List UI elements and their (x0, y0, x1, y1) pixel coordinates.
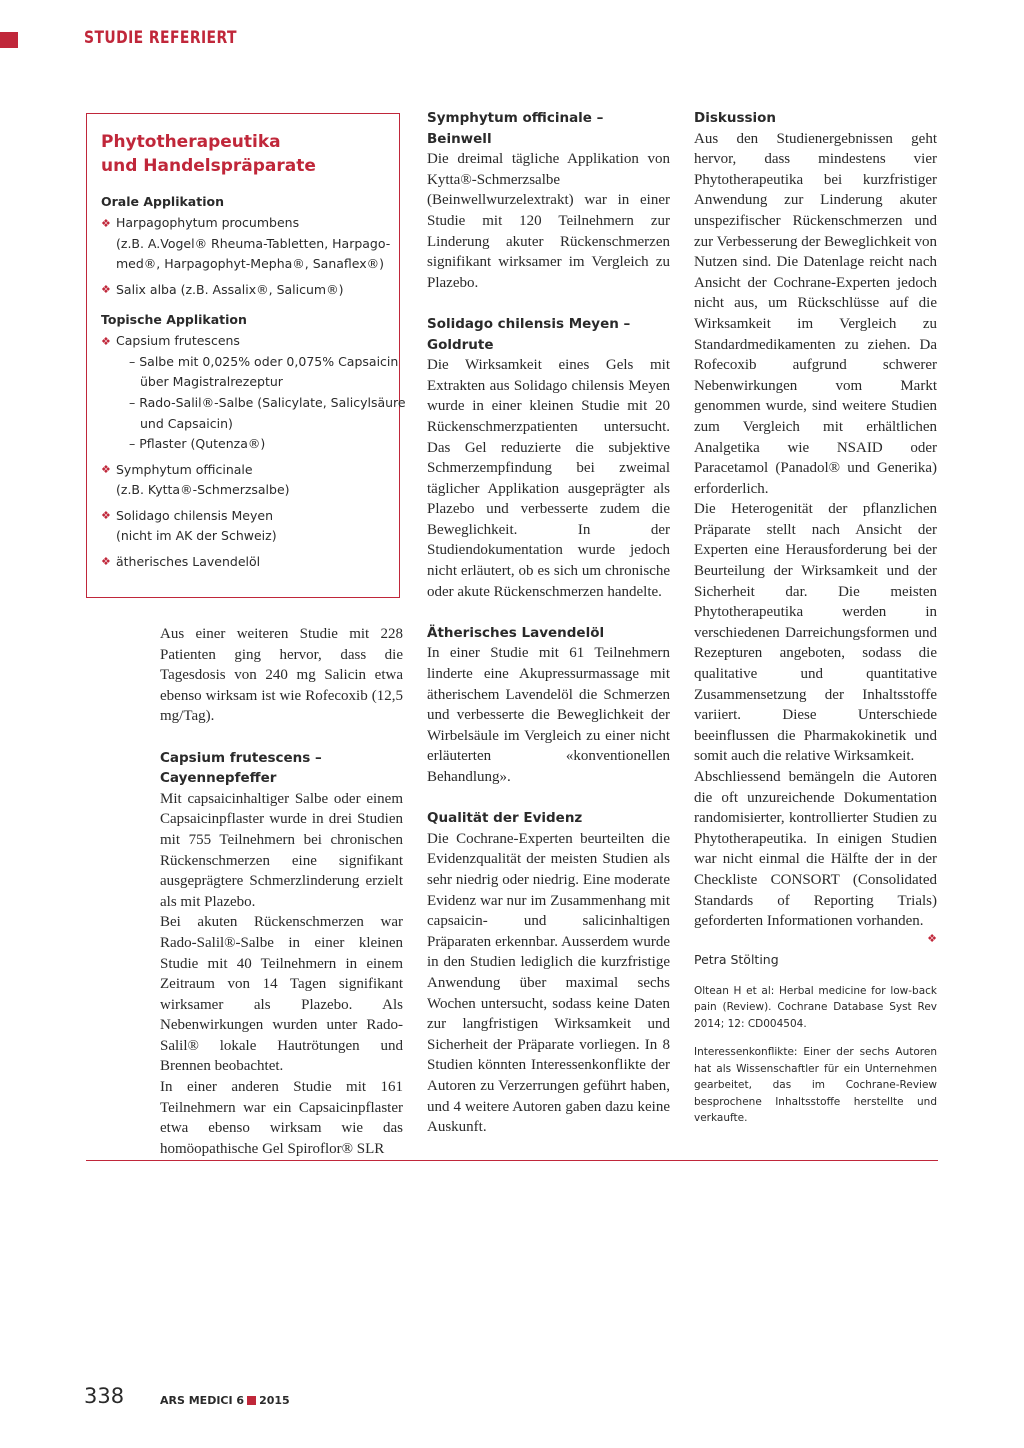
diamond-bullet-icon: ❖ (101, 464, 111, 476)
paragraph: Die Wirksamkeit eines Gels mit Extrakten aus Solidago chilensis Meyen wurde in einer kleinen Studie mit 20 Rückenschmerzpatienten untersucht. Das Gel reduzierte die subjektive Schmerzempfindung bei zweimal täglicher Applikation ausgeprägter als Plazebo und verbesserte zudem die Beweglichkeit. In der Studiendokumentation wurde jedoch nicht erläutert, ob es sich um chronische oder akute Rückenschmerzen handelte. (427, 357, 670, 600)
paragraph: Aus den Studienergebnissen geht hervor, dass mindestens vier Phytotherapeutika bei kurzfristiger Anwendung zur Linderung akuter unspezifischer Rückenschmerzen und zur Verbesserung der Beweglichkeit von Nutzen sind. Die Datenlage reicht nach Ansicht der Cochrane-Experten jedoch nicht aus, um Rückschlüsse auf die Wirksamkeit im Vergleich zu Standardmedikamenten zu ziehen. Da Rofecoxib aufgrund schwerer Nebenwirkungen vom Markt genommen wurde, sind weitere Studien zum Vergleich mit erhältlichen Analgetika wie NSAID oder Paracetamol (Panadol® und Generika) erforderlich. (694, 130, 937, 497)
heading-lavendel: Ätherisches Lavendelöl (427, 624, 605, 641)
heading-evidenz: Qualität der Evidenz (427, 810, 583, 827)
list-item: Symphytum officinale (116, 462, 253, 477)
list-item: med®, Harpagophyt-Mepha®, Sanaflex®) (116, 256, 385, 271)
column-3 (694, 108, 937, 1127)
diamond-bullet-icon: ❖ (101, 284, 111, 296)
column-2 (427, 108, 670, 1138)
author: Petra Stölting (694, 951, 779, 967)
header-marker (0, 32, 18, 48)
list-item: Solidago chilensis Meyen (116, 508, 273, 523)
list-item: Salix alba (z.B. Assalix®, Salicum®) (116, 282, 344, 297)
list-item: Harpagophytum procumbens (116, 215, 300, 230)
conflicts-note: Interessenkonflikte: Einer der sechs Autoren hat als Wissenschaftler für ein Unternehmen gearbeitet, das im Cochrane-Review besprochene Inhaltsstoffe herstellte und verkaufte. (694, 1046, 937, 1125)
list-item: (z.B. Kytta®-Schmerzsalbe) (116, 482, 290, 497)
box-title-line2: und Handelspräparate (101, 156, 316, 176)
heading-diskussion: Diskussion (694, 110, 777, 126)
diamond-bullet-icon: ❖ (101, 336, 111, 348)
paragraph: Aus einer weiteren Studie mit 228 Patienten ging hervor, dass die Tagesdosis von 240 mg Salicin etwa ebenso wirksam ist wie Rofecoxib (12,5 mg/Tag). (160, 626, 403, 725)
paragraph: Die Cochrane-Experten beurteilten die Evidenzqualität der meisten Studien als sehr niedrig oder niedrig. Eine moderate Evidenz war nur im Zusammenhang mit capsaicin- und salicinhaltigen Präparaten erkennbar. Ausserdem wurde in den Studien lediglich die kurzfristige Anwendung über maximal sechs Wochen untersucht, sodass keine Daten zur langfristigen Wirksamkeit und Sicherheit der Präparate vorliegen. In 8 Studien könnten Interessenkonflikte der Autoren zu Verzerrungen geführt haben, und 4 weitere Autoren gaben dazu keine Auskunft. (427, 830, 670, 1136)
page-number: 338 (84, 1384, 125, 1408)
list-item: ätherisches Lavendelöl (116, 554, 261, 569)
column-1 (160, 624, 403, 1159)
list-item: – Pflaster (Qutenza®) (129, 436, 266, 451)
reference: Oltean H et al: Herbal medicine for low-back pain (Review). Cochrane Database Syst Rev 2014; 12: CD004504. (694, 984, 937, 1030)
list-item: – Rado-Salil®-Salbe (Salicylate, Salicylsäure (129, 395, 406, 410)
paragraph: Bei akuten Rückenschmerzen war Rado-Salil®-Salbe in einer kleinen Studie mit 40 Teilnehmern in einem Zeitraum von 14 Tagen signifikant wirksamer als Plazebo. Als Nebenwirkungen wurden unter Rado-Salil® lokale Hautrötungen und Brennen beobachtet. (160, 914, 403, 1075)
journal-name: ARS MEDICI 6 (160, 1394, 245, 1407)
divider (86, 1160, 938, 1161)
heading-symphytum: Symphytum officinale – Beinwell (427, 110, 604, 147)
footer-square-icon (247, 1396, 256, 1405)
topical-heading: Topische Applikation (101, 312, 247, 327)
end-mark-icon: ❖ (927, 932, 937, 945)
oral-heading: Orale Applikation (101, 194, 224, 209)
box-title-line1: Phytotherapeutika (101, 132, 281, 152)
paragraph: Die dreimal tägliche Applikation von Kytta®-Schmerzsalbe (Beinwellwurzelextrakt) war in einer Studie mit 120 Teilnehmern zur Linderung akuter Rückenschmerzen signifikant wirksamer im Vergleich zu Plazebo. (427, 151, 670, 291)
list-item: und Capsaicin) (140, 416, 233, 431)
list-item: (z.B. A.Vogel® Rheuma-Tabletten, Harpago- (116, 236, 391, 251)
list-item: – Salbe mit 0,025% oder 0,075% Capsaicin (129, 354, 399, 369)
paragraph: Abschliessend bemängeln die Autoren die oft unzureichende Dokumentation randomisierter, kontrollierter Studien zu Phytotherapeutika. In einigen Studien war nicht einmal die Hälfte der in der Checkliste CONSORT (Consolidated Standards of Reporting Trials) geforderten Informationen vorhanden. (694, 769, 937, 930)
list-item: Capsium frutescens (116, 333, 240, 348)
box-title (101, 130, 391, 178)
list-item: (nicht im AK der Schweiz) (116, 528, 277, 543)
diamond-bullet-icon: ❖ (101, 510, 111, 522)
journal-footer (160, 1394, 290, 1407)
sidebar-box (86, 113, 406, 598)
paragraph: In einer Studie mit 61 Teilnehmern linderte eine Akupressurmassage mit ätherischem Lavendelöl die Schmerzen und verbesserte die Beweglichkeit der Wirbelsäule im Vergleich zu einer nicht erläuterten «konventionellen Behandlung». (427, 645, 670, 785)
section-title: STUDIE REFERIERT (84, 28, 237, 48)
heading-capsium: Capsium frutescens – Cayennepfeffer (160, 749, 322, 787)
diamond-bullet-icon: ❖ (101, 556, 111, 568)
paragraph: Mit capsaicinhaltiger Salbe oder einem Capsaicinpflaster wurde in drei Studien mit 755 Teilnehmern bei chronischen Rückenschmerzen eine signifikant ausgeprägtere Schmerzlinderung erzielt als mit Plazebo. (160, 790, 403, 910)
diamond-bullet-icon: ❖ (101, 218, 111, 230)
heading-solidago: Solidago chilensis Meyen – Goldrute (427, 315, 631, 353)
list-item: über Magistralrezeptur (140, 374, 283, 389)
paragraph: Die Heterogenität der pflanzlichen Präparate stellt nach Ansicht der Experten eine Herausforderung bei der Beurteilung der Wirksamkeit und der Sicherheit dar. Die meisten Phytotherapeutika werden in verschiedenen Darreichungsformen und Rezepturen angeboten, sodass die qualitative und quantitative Zusammensetzung der Inhaltsstoffe variiert. Diese Unterschiede beeinflussen die Pharmakokinetik und somit auch die relative Wirksamkeit. (694, 501, 937, 765)
paragraph: In einer anderen Studie mit 161 Teilnehmern war ein Capsaicinpflaster etwa ebenso wirksam wie das homöopathische Gel Spiroflor® SLR (160, 1079, 403, 1157)
journal-year: 2015 (259, 1394, 290, 1407)
